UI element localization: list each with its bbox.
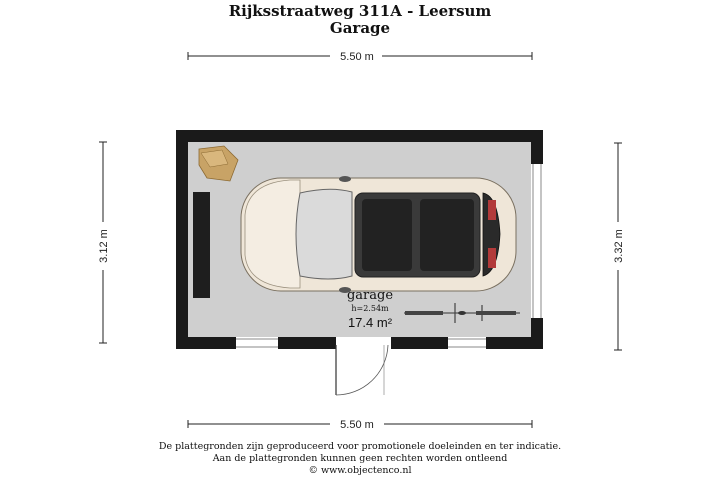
dimension-left	[98, 142, 110, 343]
dimension-bottom-label: 5.50 m	[340, 419, 374, 431]
wall-cabinet	[193, 192, 210, 298]
copyright-line: © www.objectenco.nl	[308, 465, 412, 476]
dimension-bottom	[188, 419, 532, 431]
dimension-left-label: 3.12 m	[98, 229, 110, 263]
room-name: garage	[346, 288, 394, 303]
room-height: h=2.54m	[351, 304, 389, 313]
room-area: 17.4 m²	[347, 315, 393, 330]
disclaimer-line-1: De plattegronden zijn geproduceerd voor promotionele doeleinden en ter indicatie.	[158, 441, 562, 452]
dimension-right-label: 3.32 m	[613, 229, 625, 263]
car-icon	[241, 176, 516, 293]
dimension-top	[188, 51, 532, 63]
door	[336, 345, 388, 395]
dimension-right	[613, 143, 625, 350]
dimension-top-label: 5.50 m	[340, 51, 374, 63]
floor-title: Garage	[329, 19, 391, 37]
address-title: Rijksstraatweg 311A - Leersum	[228, 2, 492, 20]
disclaimer-line-2: Aan de plattegronden kunnen geen rechten worden ontleend	[212, 453, 508, 464]
